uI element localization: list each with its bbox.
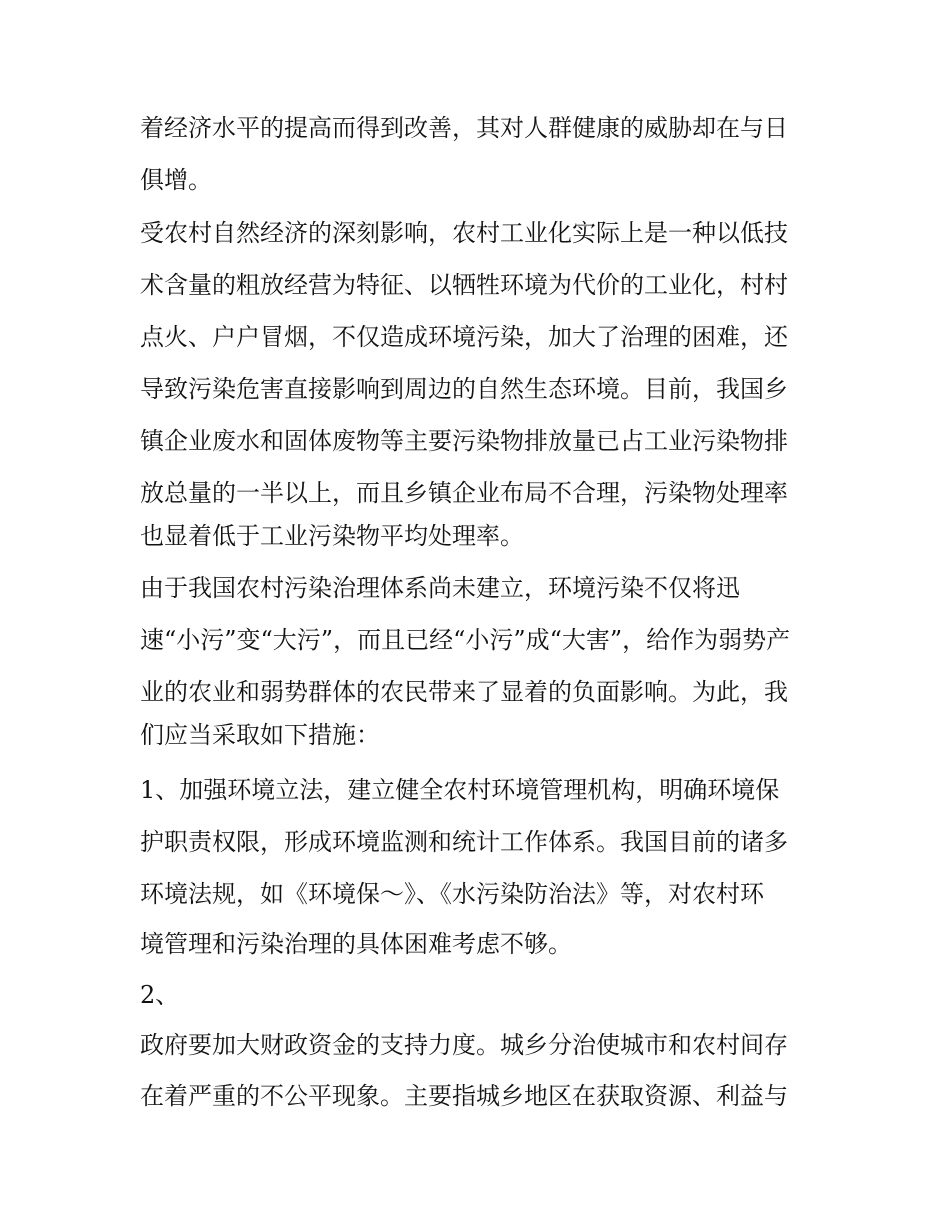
text-line: 镇企业废水和固体废物等主要污染物排放量已占工业污染物排 bbox=[140, 427, 788, 455]
text-line: 点火、户户冒烟，不仅造成环境污染，加大了治理的困难，还 bbox=[140, 323, 788, 351]
text-line: 业的农业和弱势群体的农民带来了显着的负面影响。为此，我 bbox=[140, 678, 788, 706]
text-line: 1、加强环境立法，建立健全农村环境管理机构，明确环境保 bbox=[140, 776, 780, 804]
text-line: 俱增。 bbox=[140, 166, 212, 194]
text-line: 术含量的粗放经营为特征、以牺牲环境为代价的工业化，村村 bbox=[140, 271, 788, 299]
text-line: 导致污染危害直接影响到周边的自然生态环境。目前，我国乡 bbox=[140, 375, 788, 403]
text-line: 受农村自然经济的深刻影响，农村工业化实际上是一种以低技 bbox=[140, 219, 788, 247]
text-line: 在着严重的不公平现象。主要指城乡地区在获取资源、利益与 bbox=[140, 1082, 788, 1110]
text-line: 也显着低于工业污染物平均处理率。 bbox=[140, 522, 524, 550]
text-line: 2、 bbox=[140, 981, 180, 1009]
text-line: 放总量的一半以上，而且乡镇企业布局不合理，污染物处理率 bbox=[140, 479, 788, 507]
text-line: 由于我国农村污染治理体系尚未建立，环境污染不仅将迅 bbox=[140, 574, 740, 602]
text-line: 境管理和污染治理的具体困难考虑不够。 bbox=[140, 930, 572, 958]
text-line: 护职责权限，形成环境监测和统计工作体系。我国目前的诸多 bbox=[140, 828, 788, 856]
text-line: 环境法规，如《环境保～》、《水污染防治法》等，对农村环 bbox=[140, 880, 764, 908]
text-line: 速“小污”变“大污”，而且已经“小污”成“大害”，给作为弱势产 bbox=[140, 626, 791, 654]
text-line: 着经济水平的提高而得到改善，其对人群健康的威胁却在与日 bbox=[140, 114, 788, 142]
text-line: 们应当采取如下措施： bbox=[140, 721, 380, 749]
text-line: 政府要加大财政资金的支持力度。城乡分治使城市和农村间存 bbox=[140, 1031, 788, 1059]
